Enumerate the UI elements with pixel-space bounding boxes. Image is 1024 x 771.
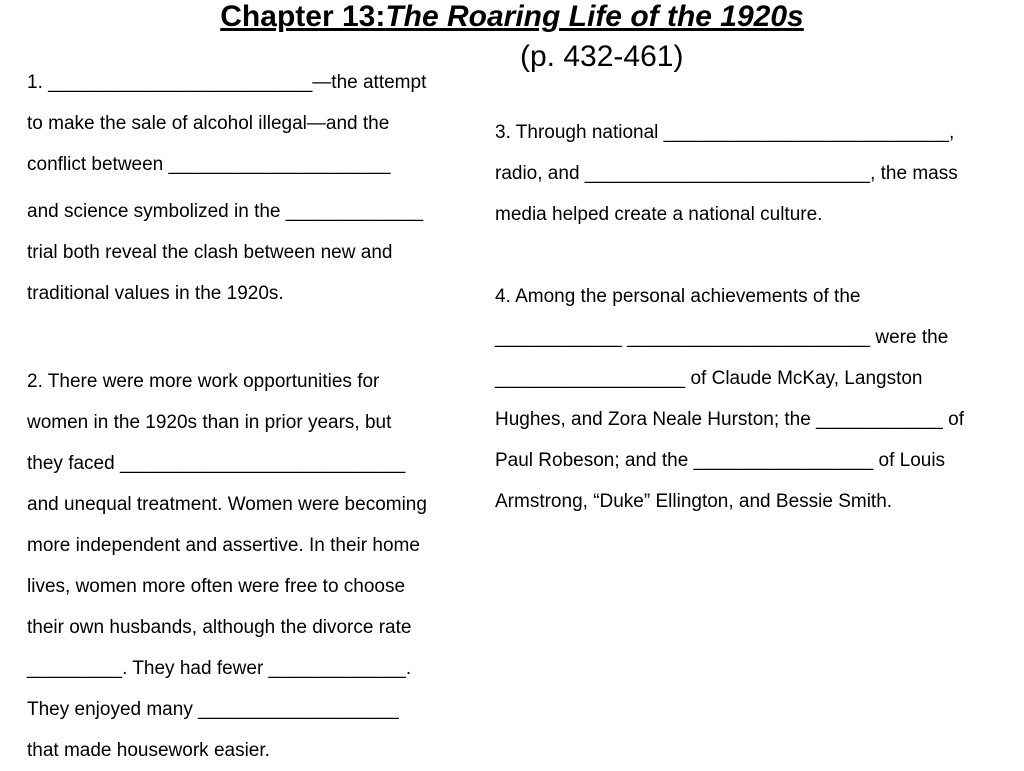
q1-line: 1. _________________________—the attempt bbox=[27, 72, 427, 93]
q2-line: they faced ___________________________ bbox=[27, 453, 406, 474]
q2-line: and unequal treatment. Women were becoming bbox=[27, 494, 427, 515]
q2-line: women in the 1920s than in prior years, but bbox=[27, 412, 392, 433]
q2-line: _________. They had fewer _____________. bbox=[27, 658, 412, 679]
page-title bbox=[0, 0, 1024, 34]
q2-line: They enjoyed many ___________________ bbox=[27, 699, 399, 720]
q3-line: radio, and ___________________________, the mass bbox=[495, 163, 958, 184]
q4-line: Paul Robeson; and the _________________ of Louis bbox=[495, 450, 946, 471]
left-column bbox=[27, 62, 487, 771]
right-column bbox=[495, 112, 1015, 522]
spacer bbox=[495, 235, 1015, 276]
title-italic: The Roaring Life of the 1920s bbox=[385, 0, 804, 33]
q1-line: conflict between _____________________ bbox=[27, 154, 391, 175]
question-2 bbox=[27, 355, 487, 771]
question-3 bbox=[495, 112, 1015, 235]
q2-line: that made housework easier. bbox=[27, 740, 270, 761]
q4-line: 4. Among the personal achievements of the bbox=[495, 286, 861, 307]
q2-line: lives, women more often were free to choose bbox=[27, 576, 406, 597]
q4-line: Armstrong, “Duke” Ellington, and Bessie Smith. bbox=[495, 491, 893, 512]
q4-line: __________________ of Claude McKay, Langston bbox=[495, 368, 923, 389]
q2-line: 2. There were more work opportunities for bbox=[27, 371, 380, 392]
q1-line: trial both reveal the clash between new and bbox=[27, 242, 393, 263]
q1-line: to make the sale of alcohol illegal—and the bbox=[27, 113, 390, 134]
spacer bbox=[27, 314, 487, 355]
title-prefix: Chapter 13: bbox=[220, 0, 386, 33]
q3-line: 3. Through national ___________________________, bbox=[495, 122, 955, 143]
q4-line: ____________ _______________________ were the bbox=[495, 327, 949, 348]
question-4 bbox=[495, 276, 1015, 522]
q1-line: traditional values in the 1920s. bbox=[27, 283, 284, 304]
question-1 bbox=[27, 62, 487, 314]
q4-line: Hughes, and Zora Neale Hurston; the ____________ of bbox=[495, 409, 964, 430]
q2-line: their own husbands, although the divorce rate bbox=[27, 617, 412, 638]
q2-line: more independent and assertive. In their home bbox=[27, 535, 420, 556]
page-range: (p. 432-461) bbox=[520, 40, 684, 73]
q3-line: media helped create a national culture. bbox=[495, 204, 823, 225]
q1-line: and science symbolized in the _____________ bbox=[27, 201, 424, 222]
